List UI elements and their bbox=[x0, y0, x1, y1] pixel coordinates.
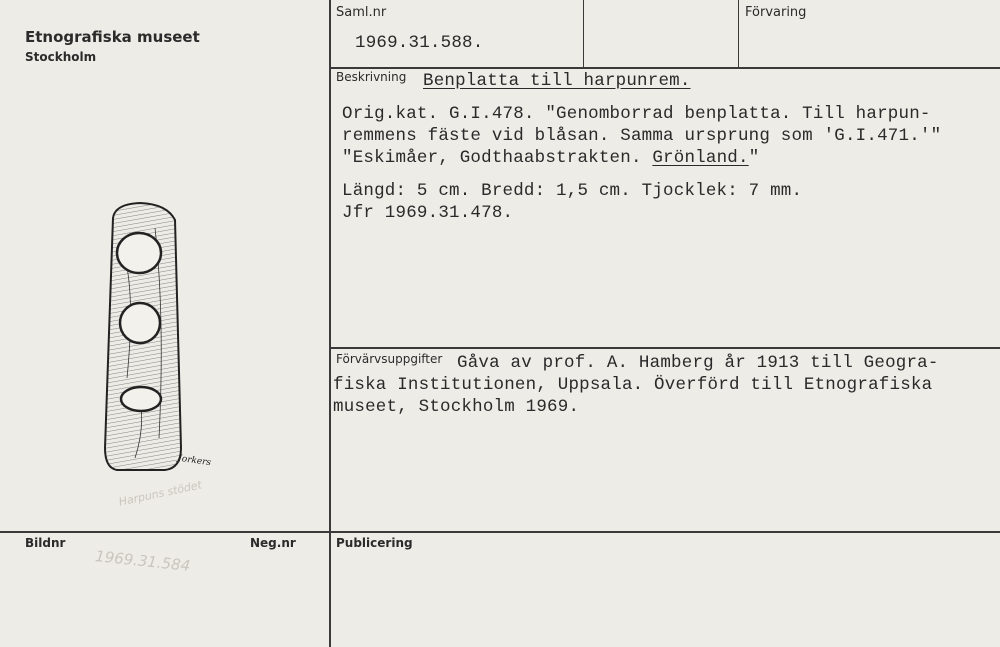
divider-under-saml bbox=[329, 67, 1000, 69]
desc-line-2: remmens fäste vid blåsan. Samma ursprung som 'G.I.471.'" bbox=[342, 126, 942, 146]
forvarvsuppgifter-label: Förvärvsuppgifter bbox=[336, 352, 443, 366]
desc-line-3-text: "Eskimåer, Godthaabstrakten. bbox=[342, 148, 653, 168]
beskrivning-label: Beskrivning bbox=[336, 70, 407, 84]
saml-nr-value: 1969.31.588. bbox=[355, 33, 484, 53]
publicering-label: Publicering bbox=[336, 536, 413, 550]
bone-plate-drawing bbox=[95, 198, 215, 480]
bildnr-label: Bildnr bbox=[25, 536, 66, 550]
museum-city: Stockholm bbox=[25, 50, 97, 64]
hole-middle bbox=[120, 303, 160, 343]
divider-left-column bbox=[329, 0, 331, 647]
neg-nr-label: Neg.nr bbox=[250, 536, 296, 550]
acquisition-line-1: Gåva av prof. A. Hamberg år 1913 till Geogra- bbox=[457, 353, 939, 373]
faint-note-mid: Harpuns stödet bbox=[117, 478, 203, 509]
saml-nr-label: Saml.nr bbox=[336, 5, 387, 20]
desc-line-3-region: Grönland. bbox=[652, 148, 749, 168]
measure-line-2: Jfr 1969.31.478. bbox=[342, 203, 514, 223]
museum-name: Etnografiska museet bbox=[25, 28, 200, 46]
divider-above-acquisition bbox=[329, 347, 1000, 349]
divider-above-bildnr bbox=[0, 531, 1000, 533]
desc-line-3 bbox=[342, 148, 759, 168]
acquisition-line-2: fiska Institutionen, Uppsala. Överförd till Etnografiska bbox=[333, 375, 933, 395]
object-title: Benplatta till harpunrem. bbox=[423, 71, 691, 91]
hole-bottom bbox=[121, 387, 161, 411]
forvaring-label: Förvaring bbox=[745, 5, 807, 20]
desc-line-3-end: " bbox=[748, 148, 760, 168]
divider-top-right bbox=[738, 0, 739, 68]
artist-signature: Jorkers bbox=[177, 453, 212, 469]
hole-top bbox=[117, 233, 161, 273]
desc-line-1: Orig.kat. G.I.478. "Genomborrad benplatta. Till harpun- bbox=[342, 104, 931, 124]
divider-top-mid bbox=[583, 0, 584, 68]
measure-line-1: Längd: 5 cm. Bredd: 1,5 cm. Tjocklek: 7 mm. bbox=[342, 181, 803, 201]
faint-note-bottom: 1969.31.584 bbox=[94, 547, 192, 575]
acquisition-line-3: museet, Stockholm 1969. bbox=[333, 397, 580, 417]
